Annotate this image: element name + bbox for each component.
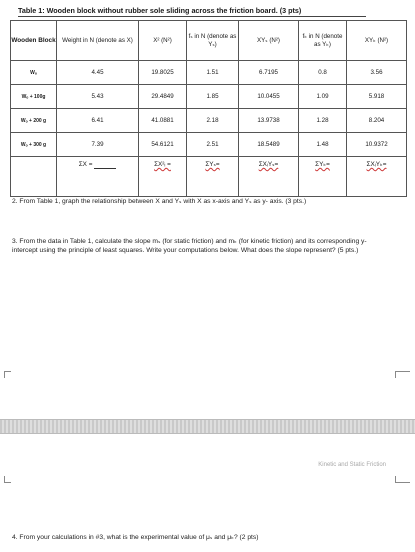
table-title: Table 1: Wooden block without rubber sole sliding across the friction board. (3 pts) xyxy=(18,6,366,17)
row-label: Wₒ + 100g xyxy=(11,85,57,109)
cell-x-squared: 29.4849 xyxy=(139,85,187,109)
table-row xyxy=(11,61,407,85)
cell-xyk: 8.204 xyxy=(347,109,407,133)
cell-static: 2.18 xyxy=(187,109,239,133)
cell-kinetic: 0.8 xyxy=(299,61,347,85)
page-corner-mark xyxy=(395,371,410,378)
sum-yk-label: ΣYₖ= xyxy=(315,161,330,168)
sum-x2-cell[interactable] xyxy=(139,157,187,197)
cell-weight: 6.41 xyxy=(57,109,139,133)
cell-xys: 6.7195 xyxy=(239,61,299,85)
cell-static: 1.51 xyxy=(187,61,239,85)
sum-x-cell xyxy=(57,157,139,197)
cell-xys: 13.9738 xyxy=(239,109,299,133)
table-sum-row xyxy=(11,157,407,197)
page-corner-mark xyxy=(4,371,11,378)
cell-kinetic: 1.48 xyxy=(299,133,347,157)
cell-weight: 7.39 xyxy=(57,133,139,157)
cell-xys: 18.5489 xyxy=(239,133,299,157)
header-kinetic-friction: fₖ in N (denote as Yₖ) xyxy=(299,21,347,61)
sum-ys-label: ΣYₛ= xyxy=(205,161,220,168)
sum-empty-cell xyxy=(11,157,57,197)
question-3: 3. From the data in Table 1, calculate the slope mₛ (for static friction) and mₖ (for kinetic friction) and its corresponding y-intercept using the principle of least squares. Write your computations below. What does the slope represent? (5 pts.) xyxy=(12,238,367,255)
header-wooden-block: Wooden Block xyxy=(11,21,57,61)
cell-x-squared: 41.0881 xyxy=(139,109,187,133)
page-corner-mark xyxy=(4,476,11,483)
table-row xyxy=(11,85,407,109)
header-static-friction: fₛ in N (denote as Yₛ) xyxy=(187,21,239,61)
table-header-row xyxy=(11,21,407,61)
cell-xyk: 3.56 xyxy=(347,61,407,85)
cell-x-squared: 54.6121 xyxy=(139,133,187,157)
cell-static: 2.51 xyxy=(187,133,239,157)
cell-static: 1.85 xyxy=(187,85,239,109)
table-row xyxy=(11,109,407,133)
cell-xyk: 10.9372 xyxy=(347,133,407,157)
sum-xys-cell[interactable] xyxy=(239,157,299,197)
cell-weight: 5.43 xyxy=(57,85,139,109)
page-corner-mark xyxy=(395,476,410,483)
question-2: 2. From Table 1, graph the relationship between X and Yₛ with X as x-axis and Yₛ as y- axis. (3 pts.) xyxy=(12,198,307,205)
header-weight: Weight in N (denote as X) xyxy=(57,21,139,61)
cell-x-squared: 19.8025 xyxy=(139,61,187,85)
sum-x-input[interactable] xyxy=(94,162,116,169)
sum-x2-label: ΣX²ᵢ = xyxy=(154,161,171,168)
cell-xyk: 5.918 xyxy=(347,85,407,109)
cell-kinetic: 1.09 xyxy=(299,85,347,109)
page-break xyxy=(0,419,415,434)
row-label: Wₒ + 200 g xyxy=(11,109,57,133)
friction-data-table xyxy=(10,20,407,197)
header-xyk: XYₖ (N²) xyxy=(347,21,407,61)
row-label: Wₒ xyxy=(11,61,57,85)
header-x-squared: X² (N²) xyxy=(139,21,187,61)
header-xys: XYₛ (N²) xyxy=(239,21,299,61)
row-label: Wₒ + 300 g xyxy=(11,133,57,157)
cell-kinetic: 1.28 xyxy=(299,109,347,133)
cell-xys: 10.0455 xyxy=(239,85,299,109)
sum-ys-cell[interactable] xyxy=(187,157,239,197)
sum-xyk-label: ΣXᵢYₖ= xyxy=(366,161,387,168)
cell-weight: 4.45 xyxy=(57,61,139,85)
question-4: 4. From your calculations in #3, what is the experimental value of μₛ and μₖ? (2 pts) xyxy=(12,534,259,541)
sum-x-label: ΣX = xyxy=(78,161,93,168)
table-row xyxy=(11,133,407,157)
sum-yk-cell[interactable] xyxy=(299,157,347,197)
page-footer: Kinetic and Static Friction xyxy=(318,462,386,468)
sum-xys-label: ΣXᵢYₛ= xyxy=(258,161,279,168)
sum-xyk-cell[interactable] xyxy=(347,157,407,197)
